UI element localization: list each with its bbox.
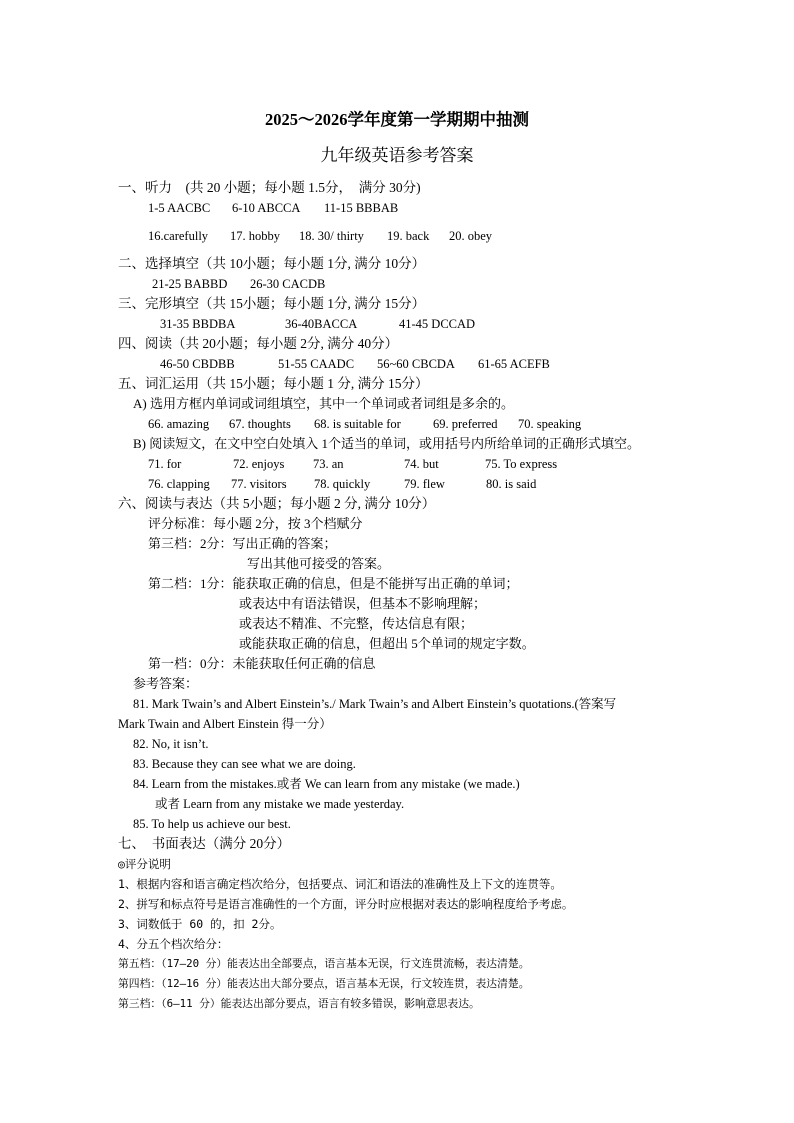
- part-b-instruction: B) 阅读短文，在文中空白处填入 1个适当的单词，或用括号内所给单词的正确形式填空。: [133, 436, 641, 451]
- section-6-heading: 六、阅读与表达（共 5小题；每小题 2 分, 满分 10分）: [118, 496, 436, 511]
- answer-group: 11-15 BBBAB: [324, 201, 399, 215]
- section-4-heading: 四、阅读（共 20小题；每小题 2分, 满分 40分）: [118, 336, 399, 351]
- document-subtitle: 九年级英语参考答案: [320, 146, 474, 165]
- answer-item: 20. obey: [449, 229, 493, 243]
- answer-group: 46-50 CBDBB: [160, 357, 235, 371]
- answer-item: 71. for: [148, 457, 182, 471]
- grade-level-3: 第三档：2分：写出正确的答案；: [148, 536, 337, 551]
- answer-item: 19. back: [387, 229, 430, 243]
- answer-84-alt: 或者 Learn from any mistake we made yesterday.: [155, 797, 405, 811]
- grade-level-2-alt: 或表达中有语法错误，但基本不影响理解；: [239, 596, 487, 611]
- answer-group: 36-40BACCA: [285, 317, 358, 331]
- section-7-heading: 七、 书面表达（满分 20分）: [118, 836, 291, 851]
- answer-item: 79. flew: [404, 477, 445, 491]
- scoring-rule-4: 4、分五个档次给分：: [118, 937, 229, 951]
- grade-level-2-alt: 或表达不精准、不完整，传达信息有限；: [239, 616, 474, 631]
- answer-group: 1-5 AACBC: [148, 201, 211, 215]
- answer-item: 73. an: [313, 457, 344, 471]
- scoring-rule-3: 3、词数低于 60 的，扣 2分。: [118, 917, 282, 931]
- answer-item: 68. is suitable for: [314, 417, 401, 431]
- answer-item: 18. 30/ thirty: [299, 229, 364, 243]
- scoring-note-title: ◎评分说明: [118, 857, 171, 871]
- grading-standard: 评分标准：每小题 2分，按 3个档赋分: [148, 516, 363, 531]
- grade-level-3-alt: 写出其他可接受的答案。: [247, 556, 391, 571]
- answer-group: 61-65 ACEFB: [478, 357, 550, 371]
- answer-83: 83. Because they can see what we are doing.: [133, 757, 356, 771]
- scoring-rule-2: 2、拼写和标点符号是语言准确性的一个方面，评分时应根据对表达的影响程度给予考虑。: [118, 897, 574, 911]
- document-title: 2025～2026学年度第一学期期中抽测: [265, 110, 529, 129]
- writing-grade-5: 第五档：（17—20 分）能表达出全部要点，语言基本无误，行文连贯流畅，表达清楚。: [118, 957, 530, 970]
- part-a-instruction: A) 选用方框内单词或词组填空，其中一个单词或者词组是多余的。: [133, 396, 514, 411]
- answer-group: 31-35 BBDBA: [160, 317, 236, 331]
- grade-level-2: 第二档：1分：能获取正确的信息，但是不能拼写出正确的单词；: [148, 576, 519, 591]
- answer-85: 85. To help us achieve our best.: [133, 817, 291, 831]
- answer-item: 72. enjoys: [233, 457, 285, 471]
- answer-84: 84. Learn from the mistakes.或者 We can learn from any mistake (we made.): [133, 777, 520, 791]
- answer-group: 56~60 CBCDA: [377, 357, 455, 371]
- section-3-heading: 三、完形填空（共 15小题；每小题 1分, 满分 15分）: [118, 296, 426, 311]
- answer-item: 78. quickly: [314, 477, 371, 491]
- answer-group: 21-25 BABBD: [152, 277, 228, 291]
- answer-item: 66. amazing: [148, 417, 210, 431]
- grade-level-1: 第一档：0分：未能获取任何正确的信息: [148, 656, 376, 671]
- section-1-heading: 一、听力 (共 20 小题；每小题 1.5分， 满分 30分): [118, 180, 421, 195]
- answer-82: 82. No, it isn’t.: [133, 737, 209, 751]
- answer-group: 41-45 DCCAD: [399, 317, 476, 331]
- writing-grade-4: 第四档：（12—16 分）能表达出大部分要点，语言基本无误，行文较连贯，表达清楚。: [118, 977, 530, 990]
- answer-item: 69. preferred: [433, 417, 498, 431]
- section-5-heading: 五、词汇运用（共 15小题；每小题 1 分, 满分 15分）: [118, 376, 429, 391]
- writing-grade-3: 第三档：（6—11 分）能表达出部分要点，语言有较多错误，影响意思表达。: [118, 997, 480, 1010]
- answer-item: 80. is said: [486, 477, 537, 491]
- reference-answers-label: 参考答案：: [133, 676, 199, 691]
- answer-group: 51-55 CAADC: [278, 357, 355, 371]
- scoring-rule-1: 1、根据内容和语言确定档次给分，包括要点、词汇和语法的准确性及上下文的连贯等。: [118, 877, 562, 891]
- answer-item: 70. speaking: [518, 417, 582, 431]
- answer-item: 75. To express: [485, 457, 558, 471]
- answer-item: 16.carefully: [148, 229, 209, 243]
- grade-level-2-alt: 或能获取正确的信息，但超出 5个单词的规定字数。: [239, 636, 535, 651]
- answer-81: 81. Mark Twain’s and Albert Einstein’s./ Mark Twain’s and Albert Einstein’s quotations.(答案写: [133, 697, 617, 711]
- answer-group: 26-30 CACDB: [250, 277, 326, 291]
- answer-group: 6-10 ABCCA: [232, 201, 301, 215]
- answer-item: 77. visitors: [231, 477, 287, 491]
- answer-item: 17. hobby: [230, 229, 280, 243]
- section-2-heading: 二、选择填空（共 10小题；每小题 1分, 满分 10分）: [118, 256, 426, 271]
- answer-item: 74. but: [404, 457, 439, 471]
- answer-81-note: Mark Twain and Albert Einstein 得一分）: [118, 717, 332, 731]
- answer-item: 76. clapping: [148, 477, 210, 491]
- answer-item: 67. thoughts: [229, 417, 291, 431]
